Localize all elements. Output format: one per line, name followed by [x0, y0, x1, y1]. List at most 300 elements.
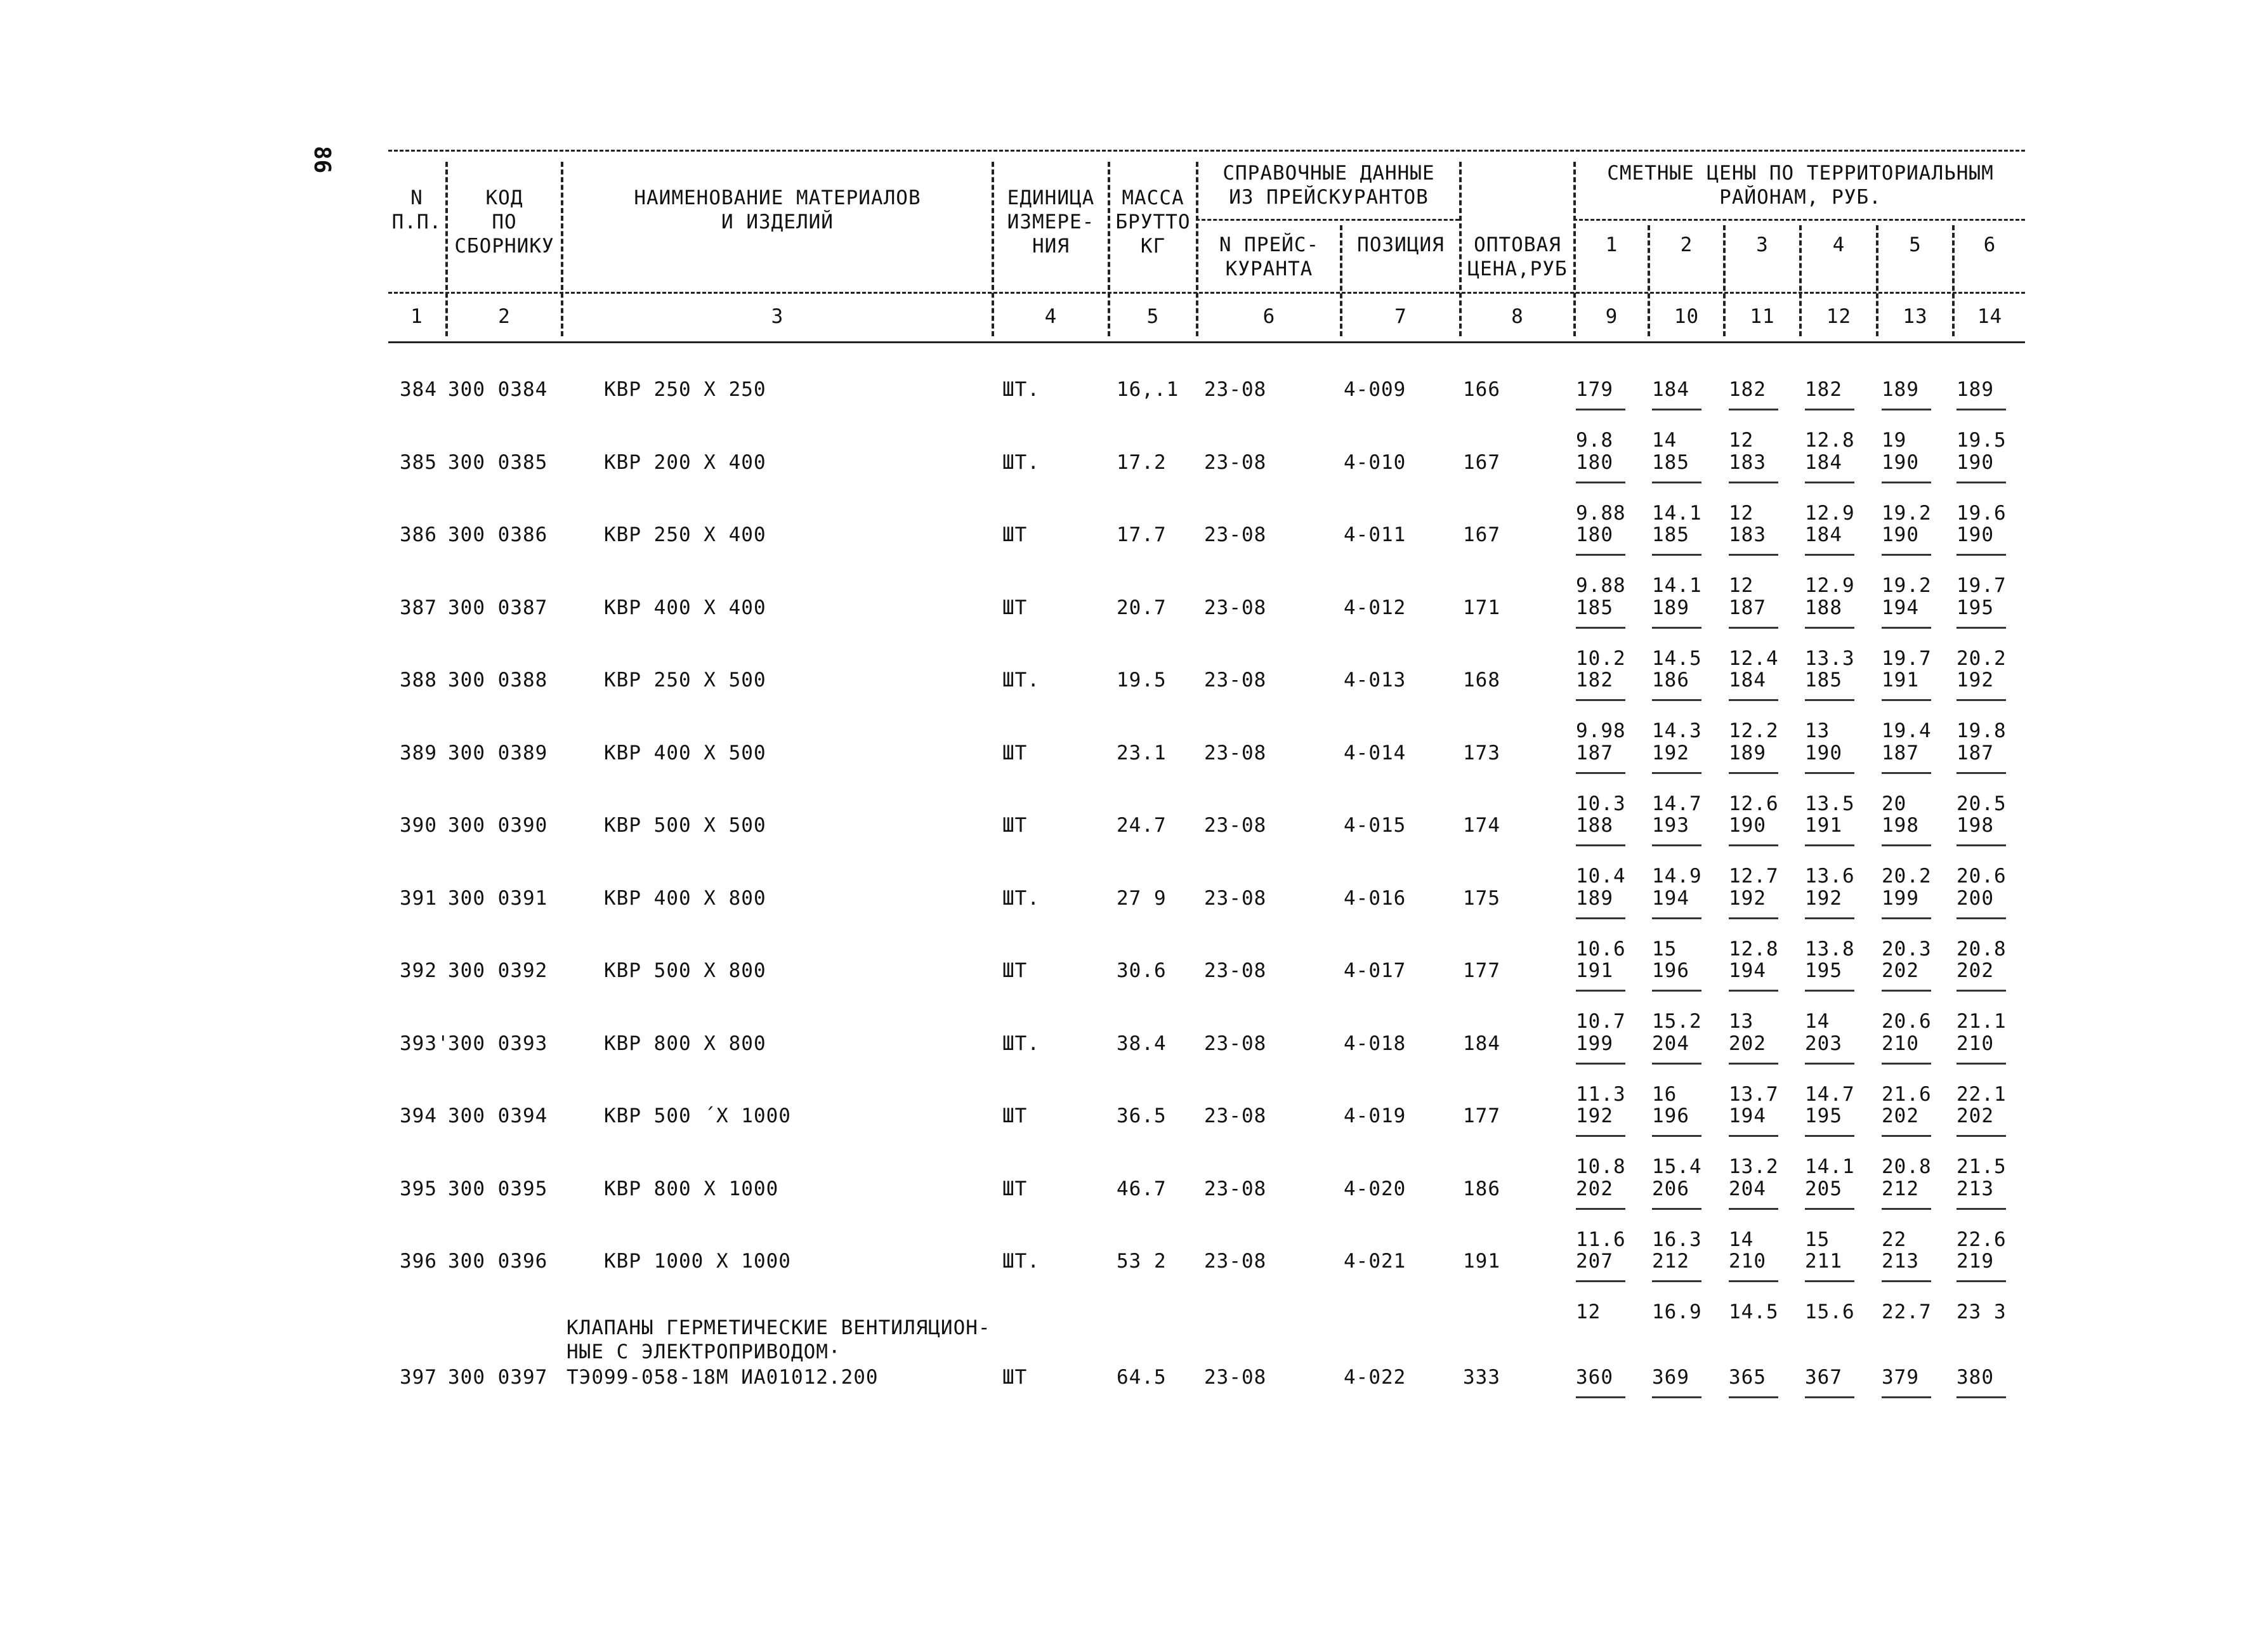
row-393-region-price-6: 210: [1957, 1032, 1994, 1055]
row-384-unit: ШТ.: [1002, 378, 1040, 401]
row-390-fraction-bar: [1882, 844, 1931, 846]
row-395-mass: 46.7: [1117, 1177, 1167, 1200]
column-number-4: 4: [1044, 305, 1058, 328]
row-386-region-price-4: 184: [1805, 523, 1842, 546]
row-388-name: КВР 250 Х 500: [604, 669, 766, 692]
row-392-region-price-1: 191: [1576, 959, 1613, 982]
row-384-region-sub-4: 12.8: [1805, 429, 1855, 452]
row-386-region-price-3: 183: [1729, 523, 1766, 546]
last-row-wholesale-price: 333: [1463, 1366, 1500, 1389]
row-388-region-price-3: 184: [1729, 669, 1766, 692]
row-394-region-sub-2: 15.4: [1652, 1155, 1702, 1178]
region-header-5: 5: [1909, 233, 1922, 256]
row-396-region-sub-2: 16.9: [1652, 1301, 1702, 1323]
row-389-region-price-1: 187: [1576, 742, 1613, 764]
row-384-fraction-bar: [1882, 409, 1931, 410]
row-394-fraction-bar: [1576, 1135, 1625, 1137]
row-387-fraction-bar: [1576, 627, 1625, 629]
column-number-11: 11: [1750, 305, 1775, 328]
row-394-fraction-bar: [1729, 1135, 1778, 1137]
last-row-name: ТЭ099-058-18М ИА01012.200: [567, 1366, 879, 1389]
row-391-position: 4-016: [1344, 887, 1406, 910]
last-row-fraction-bar: [1882, 1396, 1931, 1398]
row-385-position: 4-010: [1344, 451, 1406, 474]
row-393-region-sub-6: 22.1: [1957, 1083, 2007, 1106]
row-391-fraction-bar: [1805, 917, 1854, 919]
row-391-fraction-bar: [1957, 917, 2006, 919]
row-391-wholesale-price: 175: [1463, 887, 1500, 910]
row-392-number: 392: [400, 959, 437, 982]
row-394-region-sub-4: 14.1: [1805, 1155, 1855, 1178]
last-row-pricelist: 23-08: [1204, 1366, 1267, 1389]
row-388-region-sub-5: 19.4: [1882, 719, 1932, 742]
row-395-position: 4-020: [1344, 1177, 1406, 1200]
row-395-region-price-5: 212: [1882, 1177, 1919, 1200]
row-391-fraction-bar: [1652, 917, 1701, 919]
row-396-code: 300 0396: [448, 1250, 548, 1273]
row-392-code: 300 0392: [448, 959, 548, 982]
row-392-region-price-5: 202: [1882, 959, 1919, 982]
row-385-name: КВР 200 Х 400: [604, 451, 766, 474]
row-387-region-sub-5: 19.7: [1882, 647, 1932, 670]
row-389-region-price-4: 190: [1805, 742, 1842, 764]
row-394-region-sub-5: 20.8: [1882, 1155, 1932, 1178]
row-388-region-sub-6: 19.8: [1957, 719, 2007, 742]
row-392-fraction-bar: [1576, 990, 1625, 992]
row-387-region-price-6: 195: [1957, 596, 1994, 619]
row-394-fraction-bar: [1882, 1135, 1931, 1137]
row-384-region-price-4: 182: [1805, 378, 1842, 401]
row-391-mass: 27 9: [1117, 887, 1167, 910]
row-386-region-sub-5: 19.2: [1882, 574, 1932, 597]
row-389-code: 300 0389: [448, 742, 548, 764]
row-391-region-sub-4: 13.8: [1805, 938, 1855, 961]
row-389-region-price-3: 189: [1729, 742, 1766, 764]
row-385-region-price-1: 180: [1576, 451, 1613, 474]
col-mass-header: МАССА БРУТТО КГ: [1115, 187, 1191, 258]
row-390-fraction-bar: [1957, 844, 2006, 846]
row-385-number: 385: [400, 451, 437, 474]
row-384-region-price-3: 182: [1729, 378, 1766, 401]
row-388-code: 300 0388: [448, 669, 548, 692]
row-386-region-sub-2: 14.1: [1652, 574, 1702, 597]
row-384-region-price-6: 189: [1957, 378, 1994, 401]
row-393-fraction-bar: [1729, 1063, 1778, 1065]
row-390-region-price-3: 190: [1729, 814, 1766, 837]
row-387-region-sub-1: 10.2: [1576, 647, 1626, 670]
row-389-region-price-5: 187: [1882, 742, 1919, 764]
row-392-wholesale-price: 177: [1463, 959, 1500, 982]
row-386-region-price-6: 190: [1957, 523, 1994, 546]
row-386-region-sub-1: 9.88: [1576, 574, 1626, 597]
last-row-region-price-6: 380: [1957, 1366, 1994, 1389]
row-384-fraction-bar: [1576, 409, 1625, 410]
row-393-mass: 38.4: [1117, 1032, 1167, 1055]
row-387-region-price-1: 185: [1576, 596, 1613, 619]
last-row-region-price-3: 365: [1729, 1366, 1766, 1389]
row-391-region-price-1: 189: [1576, 887, 1613, 910]
row-391-region-price-4: 192: [1805, 887, 1842, 910]
last-row-code: 300 0397: [448, 1366, 548, 1389]
row-390-region-sub-5: 20.2: [1882, 865, 1932, 888]
row-393-fraction-bar: [1652, 1063, 1701, 1065]
last-row-position: 4-022: [1344, 1366, 1406, 1389]
row-396-region-sub-6: 23 3: [1957, 1301, 2007, 1323]
column-number-13: 13: [1903, 305, 1928, 328]
row-393-fraction-bar: [1805, 1063, 1854, 1065]
row-389-position: 4-014: [1344, 742, 1406, 764]
column-number-9: 9: [1605, 305, 1618, 328]
row-396-region-sub-1: 12: [1576, 1301, 1601, 1323]
row-386-code: 300 0386: [448, 523, 548, 546]
row-396-position: 4-021: [1344, 1250, 1406, 1273]
region-header-2: 2: [1680, 233, 1693, 256]
last-row-region-price-1: 360: [1576, 1366, 1613, 1389]
row-394-region-price-2: 196: [1652, 1105, 1689, 1127]
row-388-wholesale-price: 168: [1463, 669, 1500, 692]
row-391-region-sub-2: 15: [1652, 938, 1677, 961]
row-385-region-sub-1: 9.88: [1576, 502, 1626, 525]
row-386-region-price-1: 180: [1576, 523, 1613, 546]
row-393-region-sub-5: 21.6: [1882, 1083, 1932, 1106]
section-title: КЛАПАНЫ ГЕРМЕТИЧЕСКИЕ ВЕНТИЛЯЦИОН- НЫЕ С ЭЛЕКТРОПРИВОДОМ·: [567, 1316, 991, 1363]
row-396-region-sub-4: 15.6: [1805, 1301, 1855, 1323]
row-385-code: 300 0385: [448, 451, 548, 474]
row-384-region-sub-6: 19.5: [1957, 429, 2007, 452]
row-395-code: 300 0395: [448, 1177, 548, 1200]
row-390-code: 300 0390: [448, 814, 548, 837]
row-389-fraction-bar: [1805, 772, 1854, 774]
row-390-region-sub-1: 10.4: [1576, 865, 1626, 888]
header-top-rule: [388, 150, 2025, 152]
row-391-pricelist: 23-08: [1204, 887, 1267, 910]
header-bottom-rule: [388, 341, 2025, 343]
row-385-fraction-bar: [1652, 482, 1701, 483]
row-389-region-price-2: 192: [1652, 742, 1689, 764]
row-390-fraction-bar: [1805, 844, 1854, 846]
row-394-fraction-bar: [1652, 1135, 1701, 1137]
row-386-region-sub-4: 12.9: [1805, 574, 1855, 597]
row-388-region-price-5: 191: [1882, 669, 1919, 692]
row-388-unit: ШТ.: [1002, 669, 1040, 692]
row-387-code: 300 0387: [448, 596, 548, 619]
row-392-region-sub-3: 13: [1729, 1010, 1754, 1033]
row-395-region-sub-5: 22: [1882, 1228, 1907, 1251]
row-384-fraction-bar: [1805, 409, 1854, 410]
row-387-region-price-2: 189: [1652, 596, 1689, 619]
row-394-region-price-1: 192: [1576, 1105, 1613, 1127]
row-395-fraction-bar: [1652, 1208, 1701, 1210]
row-391-region-sub-6: 20.8: [1957, 938, 2007, 961]
row-395-unit: ШТ: [1002, 1177, 1028, 1200]
row-394-fraction-bar: [1805, 1135, 1854, 1137]
row-392-region-sub-4: 14: [1805, 1010, 1830, 1033]
row-388-fraction-bar: [1576, 699, 1625, 701]
row-396-region-price-5: 213: [1882, 1250, 1919, 1273]
column-number-14: 14: [1977, 305, 2003, 328]
region-header-6: 6: [1983, 233, 1996, 256]
last-row-fraction-bar: [1576, 1396, 1625, 1398]
row-394-number: 394: [400, 1105, 437, 1127]
row-388-region-price-4: 185: [1805, 669, 1842, 692]
row-392-region-sub-5: 20.6: [1882, 1010, 1932, 1033]
row-386-fraction-bar: [1882, 554, 1931, 556]
row-389-region-sub-2: 14.7: [1652, 792, 1702, 815]
row-385-region-sub-6: 19.6: [1957, 502, 2007, 525]
row-386-region-sub-3: 12: [1729, 574, 1754, 597]
row-390-name: КВР 500 Х 500: [604, 814, 766, 837]
row-388-position: 4-013: [1344, 669, 1406, 692]
row-394-fraction-bar: [1957, 1135, 2006, 1137]
row-394-region-sub-3: 13.2: [1729, 1155, 1779, 1178]
region-header-3: 3: [1756, 233, 1769, 256]
row-393-region-sub-1: 11.3: [1576, 1083, 1626, 1106]
row-391-region-sub-3: 12.8: [1729, 938, 1779, 961]
row-388-region-price-1: 182: [1576, 669, 1613, 692]
row-390-unit: ШТ: [1002, 814, 1028, 837]
row-387-unit: ШТ: [1002, 596, 1028, 619]
row-395-fraction-bar: [1882, 1208, 1931, 1210]
row-384-position: 4-009: [1344, 378, 1406, 401]
row-388-region-sub-1: 9.98: [1576, 719, 1626, 742]
row-387-fraction-bar: [1805, 627, 1854, 629]
row-384-number: 384: [400, 378, 437, 401]
row-384-name: КВР 250 Х 250: [604, 378, 766, 401]
row-388-number: 388: [400, 669, 437, 692]
row-387-region-sub-4: 13.3: [1805, 647, 1855, 670]
row-395-region-sub-1: 11.6: [1576, 1228, 1626, 1251]
row-387-fraction-bar: [1882, 627, 1931, 629]
row-386-unit: ШТ: [1002, 523, 1028, 546]
row-396-mass: 53 2: [1117, 1250, 1167, 1273]
row-386-name: КВР 250 Х 400: [604, 523, 766, 546]
row-390-fraction-bar: [1652, 844, 1701, 846]
col-name-header: НАИМЕНОВАНИЕ МАТЕРИАЛОВ И ИЗДЕЛИЙ: [634, 187, 921, 233]
column-number-6: 6: [1262, 305, 1276, 328]
row-389-unit: ШТ: [1002, 742, 1028, 764]
row-395-number: 395: [400, 1177, 437, 1200]
row-394-region-price-3: 194: [1729, 1105, 1766, 1127]
row-392-region-price-3: 194: [1729, 959, 1766, 982]
last-row-fraction-bar: [1652, 1396, 1701, 1398]
row-392-fraction-bar: [1805, 990, 1854, 992]
row-390-pricelist: 23-08: [1204, 814, 1267, 837]
col-pricelist-header: N ПРЕЙС- КУРАНТА: [1219, 233, 1320, 280]
row-392-region-price-4: 195: [1805, 959, 1842, 982]
row-387-region-sub-2: 14.5: [1652, 647, 1702, 670]
row-396-number: 396: [400, 1250, 437, 1273]
row-396-name: КВР 1000 Х 1000: [604, 1250, 791, 1273]
row-388-pricelist: 23-08: [1204, 669, 1267, 692]
row-388-fraction-bar: [1805, 699, 1854, 701]
row-393-region-sub-3: 13.7: [1729, 1083, 1779, 1106]
row-394-unit: ШТ: [1002, 1105, 1028, 1127]
row-385-region-sub-5: 19.2: [1882, 502, 1932, 525]
row-396-unit: ШТ.: [1002, 1250, 1040, 1273]
row-393-region-price-1: 199: [1576, 1032, 1613, 1055]
row-396-pricelist: 23-08: [1204, 1250, 1267, 1273]
row-388-fraction-bar: [1652, 699, 1701, 701]
row-395-region-price-4: 205: [1805, 1177, 1842, 1200]
row-384-region-sub-5: 19: [1882, 429, 1907, 452]
row-385-mass: 17.2: [1117, 451, 1167, 474]
row-396-fraction-bar: [1576, 1280, 1625, 1282]
row-385-fraction-bar: [1576, 482, 1625, 483]
row-388-region-price-2: 186: [1652, 669, 1689, 692]
row-393-code: 300 0393: [448, 1032, 548, 1055]
row-393-pricelist: 23-08: [1204, 1032, 1267, 1055]
row-384-wholesale-price: 166: [1463, 378, 1500, 401]
row-389-wholesale-price: 173: [1463, 742, 1500, 764]
row-391-region-price-6: 200: [1957, 887, 1994, 910]
row-394-pricelist: 23-08: [1204, 1105, 1267, 1127]
page-number: 86: [309, 146, 335, 174]
row-388-fraction-bar: [1957, 699, 2006, 701]
row-391-unit: ШТ.: [1002, 887, 1040, 910]
row-385-region-sub-4: 12.9: [1805, 502, 1855, 525]
row-393-wholesale-price: 184: [1463, 1032, 1500, 1055]
row-389-fraction-bar: [1729, 772, 1778, 774]
row-390-region-sub-4: 13.6: [1805, 865, 1855, 888]
row-395-wholesale-price: 186: [1463, 1177, 1500, 1200]
column-number-8: 8: [1511, 305, 1524, 328]
row-390-position: 4-015: [1344, 814, 1406, 837]
row-393-region-price-3: 202: [1729, 1032, 1766, 1055]
row-393-position: 4-018: [1344, 1032, 1406, 1055]
last-row-number: 397: [400, 1366, 437, 1389]
row-391-region-price-2: 194: [1652, 887, 1689, 910]
row-395-pricelist: 23-08: [1204, 1177, 1267, 1200]
column-number-2: 2: [498, 305, 511, 328]
row-395-region-sub-2: 16.3: [1652, 1228, 1702, 1251]
row-386-fraction-bar: [1729, 554, 1778, 556]
row-388-region-price-6: 192: [1957, 669, 1994, 692]
row-394-region-sub-6: 21.5: [1957, 1155, 2007, 1178]
row-395-region-price-1: 202: [1576, 1177, 1613, 1200]
row-390-wholesale-price: 174: [1463, 814, 1500, 837]
row-386-fraction-bar: [1576, 554, 1625, 556]
row-393-region-price-2: 204: [1652, 1032, 1689, 1055]
row-387-region-price-4: 188: [1805, 596, 1842, 619]
col-code-header: КОД ПО СБОРНИКУ: [454, 187, 554, 258]
row-391-fraction-bar: [1729, 917, 1778, 919]
row-392-region-sub-1: 10.7: [1576, 1010, 1626, 1033]
row-391-name: КВР 400 Х 800: [604, 887, 766, 910]
last-row-region-price-4: 367: [1805, 1366, 1842, 1389]
row-388-region-sub-4: 13: [1805, 719, 1830, 742]
row-387-region-price-5: 194: [1882, 596, 1919, 619]
row-394-region-price-6: 202: [1957, 1105, 1994, 1127]
regions-group-header: СМЕТНЫЕ ЦЕНЫ ПО ТЕРРИТОРИАЛЬНЫМ РАЙОНАМ, РУБ.: [1607, 162, 1994, 209]
row-385-region-price-3: 183: [1729, 451, 1766, 474]
row-385-fraction-bar: [1805, 482, 1854, 483]
row-392-fraction-bar: [1729, 990, 1778, 992]
row-386-region-sub-6: 19.7: [1957, 574, 2007, 597]
row-396-fraction-bar: [1729, 1280, 1778, 1282]
last-row-mass: 64.5: [1117, 1366, 1167, 1389]
last-row-region-price-2: 369: [1652, 1366, 1689, 1389]
row-389-fraction-bar: [1957, 772, 2006, 774]
col-wholesale-header: ОПТОВАЯ ЦЕНА,РУБ: [1467, 233, 1568, 280]
region-header-4: 4: [1832, 233, 1845, 256]
row-390-region-price-6: 198: [1957, 814, 1994, 837]
row-385-region-price-5: 190: [1882, 451, 1919, 474]
row-386-pricelist: 23-08: [1204, 523, 1267, 546]
row-385-pricelist: 23-08: [1204, 451, 1267, 474]
row-387-region-sub-6: 20.2: [1957, 647, 2007, 670]
row-390-region-price-4: 191: [1805, 814, 1842, 837]
row-394-mass: 36.5: [1117, 1105, 1167, 1127]
row-387-position: 4-012: [1344, 596, 1406, 619]
row-385-fraction-bar: [1957, 482, 2006, 483]
row-389-region-sub-6: 20.5: [1957, 792, 2007, 815]
row-387-number: 387: [400, 596, 437, 619]
row-395-fraction-bar: [1957, 1208, 2006, 1210]
row-396-fraction-bar: [1652, 1280, 1701, 1282]
column-number-1: 1: [410, 305, 423, 328]
row-386-mass: 17.7: [1117, 523, 1167, 546]
row-386-number: 386: [400, 523, 437, 546]
column-number-7: 7: [1394, 305, 1407, 328]
row-393-region-sub-2: 16: [1652, 1083, 1677, 1106]
row-386-fraction-bar: [1805, 554, 1854, 556]
row-388-region-sub-2: 14.3: [1652, 719, 1702, 742]
row-384-region-sub-3: 12: [1729, 429, 1754, 452]
row-392-region-price-2: 196: [1652, 959, 1689, 982]
row-395-name: КВР 800 Х 1000: [604, 1177, 779, 1200]
row-395-fraction-bar: [1805, 1208, 1854, 1210]
row-394-position: 4-019: [1344, 1105, 1406, 1127]
row-396-fraction-bar: [1957, 1280, 2006, 1282]
row-385-wholesale-price: 167: [1463, 451, 1500, 474]
row-396-fraction-bar: [1882, 1280, 1931, 1282]
last-row-fraction-bar: [1729, 1396, 1778, 1398]
regions-group-rule: [1573, 219, 2025, 221]
ref-group-rule: [1196, 219, 1459, 221]
row-384-region-price-2: 184: [1652, 378, 1689, 401]
row-390-region-price-1: 188: [1576, 814, 1613, 837]
row-385-region-sub-2: 14.1: [1652, 502, 1702, 525]
row-389-fraction-bar: [1576, 772, 1625, 774]
row-389-name: КВР 400 Х 500: [604, 742, 766, 764]
row-386-wholesale-price: 167: [1463, 523, 1500, 546]
row-388-mass: 19.5: [1117, 669, 1167, 692]
row-392-unit: ШТ: [1002, 959, 1028, 982]
row-389-mass: 23.1: [1117, 742, 1167, 764]
row-396-wholesale-price: 191: [1463, 1250, 1500, 1273]
row-391-code: 300 0391: [448, 887, 548, 910]
row-389-region-sub-4: 13.5: [1805, 792, 1855, 815]
row-385-unit: ШТ.: [1002, 451, 1040, 474]
row-384-code: 300 0384: [448, 378, 548, 401]
row-387-region-sub-3: 12.4: [1729, 647, 1779, 670]
row-386-fraction-bar: [1957, 554, 2006, 556]
row-390-fraction-bar: [1576, 844, 1625, 846]
row-387-wholesale-price: 171: [1463, 596, 1500, 619]
row-387-mass: 20.7: [1117, 596, 1167, 619]
row-386-region-price-2: 185: [1652, 523, 1689, 546]
row-392-name: КВР 500 Х 800: [604, 959, 766, 982]
row-387-region-price-3: 187: [1729, 596, 1766, 619]
row-384-region-price-1: 179: [1576, 378, 1613, 401]
region-header-1: 1: [1605, 233, 1618, 256]
row-394-code: 300 0394: [448, 1105, 548, 1127]
row-390-region-price-5: 198: [1882, 814, 1919, 837]
row-394-wholesale-price: 177: [1463, 1105, 1500, 1127]
row-390-region-sub-3: 12.7: [1729, 865, 1779, 888]
row-394-region-price-5: 202: [1882, 1105, 1919, 1127]
row-391-region-price-3: 192: [1729, 887, 1766, 910]
